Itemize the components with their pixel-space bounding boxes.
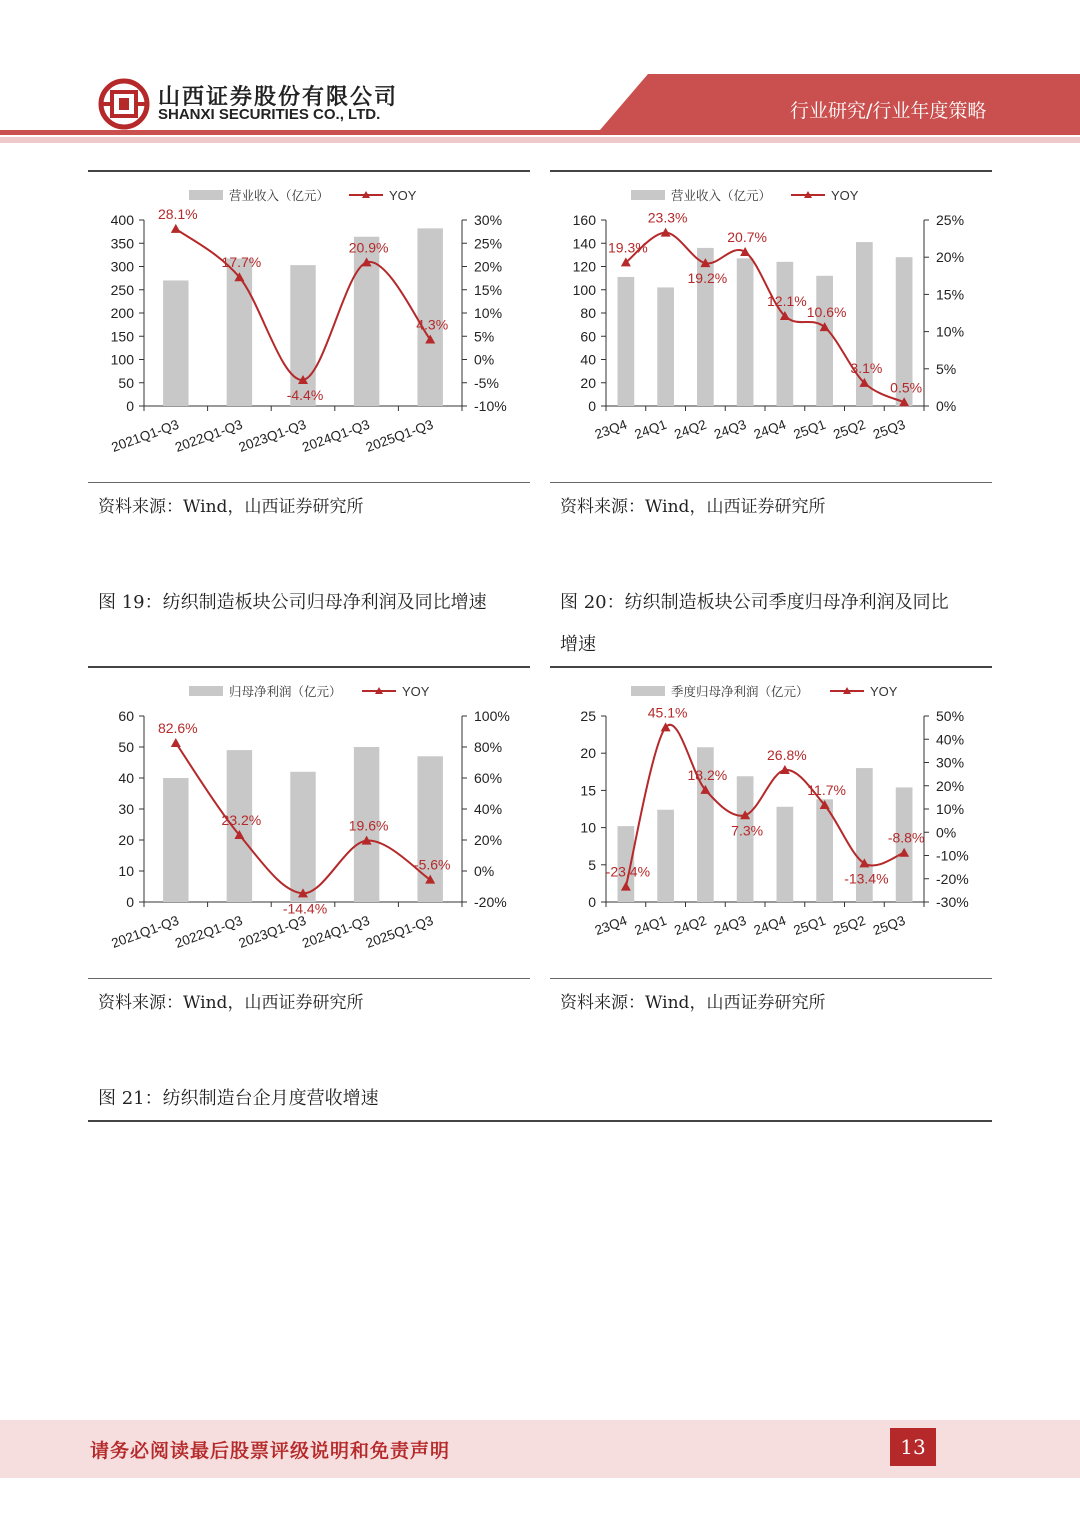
yoy-data-label: 19.6% <box>348 817 389 834</box>
y-tick-label-right: 0% <box>936 398 957 414</box>
bar <box>816 276 833 406</box>
y-tick-label-right: 5% <box>936 360 957 377</box>
y-tick-label-left: 60 <box>118 708 134 724</box>
legend-line-label: YOY <box>870 684 898 699</box>
yoy-data-label: 82.6% <box>157 719 198 736</box>
y-tick-label-left: 0 <box>588 894 596 910</box>
legend-line-label: YOY <box>389 188 417 203</box>
figure-19-title: 图 19：纺织制造板块公司归母净利润及同比增速 <box>98 592 487 613</box>
y-tick-label-left: 350 <box>110 235 134 252</box>
y-tick-label-right: 10% <box>936 801 965 817</box>
yoy-data-label: 18.2% <box>687 766 728 783</box>
x-tick-label: 2021Q1-Q3 <box>109 416 181 455</box>
y-tick-label-right: 20% <box>936 777 965 794</box>
y-tick-label-left: 200 <box>110 305 134 321</box>
revenue-annual-chart <box>88 178 530 468</box>
header-band <box>0 0 1080 150</box>
y-tick-label-left: 100 <box>572 281 596 298</box>
yoy-marker <box>171 738 181 747</box>
source-note: 资料来源：Wind，山西证券研究所 <box>98 497 364 517</box>
legend-bar-swatch <box>189 190 223 200</box>
y-tick-label-right: -5% <box>474 374 499 391</box>
legend-bar-label: 营业收入（亿元） <box>229 189 330 203</box>
y-tick-label-left: 60 <box>580 328 596 345</box>
x-tick-label: 2024Q1-Q3 <box>300 416 372 455</box>
page-number: 13 <box>890 1428 936 1466</box>
source-note: 资料来源：Wind，山西证券研究所 <box>560 993 826 1013</box>
y-tick-label-left: 0 <box>126 894 134 910</box>
company-logo-icon <box>98 78 150 130</box>
company-name-en: SHANXI SECURITIES CO., LTD. <box>158 106 381 123</box>
figure-21-title: 图 21：纺织制造台企月度营收增速 <box>98 1088 379 1109</box>
bar <box>657 287 674 406</box>
legend-line-label: YOY <box>402 684 430 699</box>
y-tick-label-right: 80% <box>474 739 503 755</box>
rule <box>550 978 992 979</box>
bar <box>290 265 315 406</box>
y-tick-label-left: 140 <box>572 235 596 252</box>
yoy-data-label: 11.7% <box>807 782 846 799</box>
y-tick-label-right: 10% <box>936 323 965 340</box>
x-tick-label: 24Q1 <box>632 416 669 443</box>
y-tick-label-left: 30 <box>118 801 134 817</box>
legend-bar-label: 归母净利润（亿元） <box>229 685 342 699</box>
yoy-marker <box>661 722 671 731</box>
y-tick-label-right: 10% <box>474 305 503 321</box>
x-tick-label: 2024Q1-Q3 <box>300 912 372 951</box>
y-tick-label-left: 250 <box>110 281 134 298</box>
x-tick-label: 24Q1 <box>632 912 669 939</box>
x-tick-label: 25Q1 <box>791 416 828 443</box>
bar <box>777 807 794 902</box>
x-tick-label: 2023Q1-Q3 <box>236 416 309 455</box>
yoy-data-label: 20.9% <box>348 239 389 256</box>
y-tick-label-left: 400 <box>110 212 134 228</box>
y-tick-label-right: 30% <box>936 754 965 771</box>
yoy-data-label: 4.3% <box>416 316 449 333</box>
y-tick-label-right: 20% <box>474 258 503 275</box>
x-tick-label: 23Q4 <box>592 416 629 443</box>
rule <box>550 170 992 172</box>
y-tick-label-left: 20 <box>580 745 596 762</box>
yoy-data-label: 19.3% <box>608 239 648 256</box>
yoy-data-label: 23.2% <box>221 812 262 829</box>
y-tick-label-right: -10% <box>936 847 969 864</box>
y-tick-label-right: -30% <box>936 894 969 910</box>
figure-20-title-line1: 图 20：纺织制造板块公司季度归母净利润及同比 <box>560 592 949 613</box>
disclaimer-text: 请务必阅读最后股票评级说明和免责声明 <box>90 1440 451 1462</box>
rule <box>88 1120 992 1122</box>
rule <box>88 482 530 483</box>
x-tick-label: 25Q3 <box>870 416 908 443</box>
page-header <box>0 0 1080 150</box>
y-tick-label-right: 15% <box>474 281 503 298</box>
rule <box>88 978 530 979</box>
x-tick-label: 25Q3 <box>870 912 908 939</box>
x-tick-label: 24Q2 <box>672 912 709 939</box>
company-name-cn: 山西证券股份有限公司 <box>158 85 399 110</box>
profit-quarterly-chart <box>550 674 992 964</box>
legend-bar-label: 营业收入（亿元） <box>671 189 772 203</box>
source-note: 资料来源：Wind，山西证券研究所 <box>98 993 364 1013</box>
y-tick-label-right: 50% <box>936 708 965 724</box>
yoy-marker <box>740 247 750 256</box>
rule <box>550 482 992 483</box>
rule <box>550 666 992 668</box>
y-tick-label-left: 80 <box>580 305 596 321</box>
y-tick-label-left: 50 <box>118 374 134 391</box>
yoy-marker <box>171 224 181 233</box>
yoy-data-label: 20.7% <box>727 228 767 245</box>
x-tick-label: 2021Q1-Q3 <box>109 912 181 951</box>
bar <box>290 772 315 902</box>
y-tick-label-right: 25% <box>936 212 965 228</box>
x-tick-label: 24Q3 <box>711 912 749 939</box>
yoy-data-label: -14.4% <box>282 900 328 917</box>
bar <box>737 258 754 406</box>
y-tick-label-left: 0 <box>126 398 134 414</box>
y-tick-label-right: 20% <box>474 832 503 848</box>
bar <box>163 280 188 406</box>
yoy-data-label: 3.1% <box>850 359 883 376</box>
x-tick-label: 24Q3 <box>711 416 749 443</box>
y-tick-label-left: 10 <box>580 819 596 836</box>
y-tick-label-right: 100% <box>474 708 510 724</box>
legend-bar-swatch <box>631 686 665 696</box>
y-tick-label-left: 40 <box>580 351 596 368</box>
bar <box>163 778 188 902</box>
y-tick-label-right: 25% <box>474 235 503 252</box>
y-tick-label-right: 0% <box>474 351 495 368</box>
x-tick-label: 2023Q1-Q3 <box>236 912 309 951</box>
rule <box>88 170 530 172</box>
y-tick-label-right: -10% <box>474 398 507 414</box>
x-tick-label: 2022Q1-Q3 <box>173 912 245 951</box>
y-tick-label-left: 120 <box>572 258 596 275</box>
y-tick-label-right: 0% <box>474 863 495 879</box>
yoy-data-label: 28.1% <box>157 205 198 222</box>
x-tick-label: 24Q4 <box>751 912 788 939</box>
y-tick-label-left: 20 <box>118 832 134 848</box>
y-tick-label-left: 0 <box>588 398 596 414</box>
yoy-data-label: -4.4% <box>286 386 324 403</box>
legend-bar-label: 季度归母净利润（亿元） <box>671 685 809 699</box>
section-tag: 行业研究/行业年度策略 <box>790 100 987 122</box>
x-tick-label: 25Q2 <box>831 416 868 443</box>
yoy-data-label: 17.7% <box>221 254 262 271</box>
y-tick-label-right: 60% <box>474 770 503 786</box>
y-tick-label-left: 10 <box>118 863 134 879</box>
y-tick-label-right: -20% <box>474 894 507 910</box>
yoy-data-label: 23.3% <box>647 209 688 226</box>
yoy-data-label: 19.2% <box>687 270 728 287</box>
y-tick-label-right: 5% <box>474 328 495 345</box>
y-tick-label-right: 15% <box>936 286 965 303</box>
legend-line-label: YOY <box>831 188 859 203</box>
y-tick-label-right: 20% <box>936 249 965 266</box>
y-tick-label-left: 25 <box>580 708 596 724</box>
yoy-data-label: -8.8% <box>887 829 925 846</box>
bar <box>657 810 674 902</box>
source-note: 资料来源：Wind，山西证券研究所 <box>560 497 826 517</box>
y-tick-label-left: 50 <box>118 739 134 755</box>
bar <box>618 277 635 406</box>
yoy-data-label: 45.1% <box>647 704 688 721</box>
revenue-quarterly-chart <box>550 178 992 468</box>
yoy-data-label: 7.3% <box>731 822 764 839</box>
yoy-data-label: -23.4% <box>605 863 651 880</box>
x-tick-label: 25Q1 <box>791 912 828 939</box>
legend-bar-swatch <box>189 686 223 696</box>
y-tick-label-left: 100 <box>110 351 134 368</box>
yoy-data-label: 26.8% <box>767 746 807 763</box>
y-tick-label-left: 5 <box>588 856 596 873</box>
y-tick-label-right: 40% <box>936 731 965 748</box>
x-tick-label: 2025Q1-Q3 <box>363 416 436 455</box>
x-tick-label: 24Q4 <box>751 416 788 443</box>
figure-20-title-line2: 增速 <box>560 634 596 655</box>
y-tick-label-right: 40% <box>474 801 503 817</box>
yoy-data-label: 10.6% <box>806 304 847 321</box>
y-tick-label-left: 160 <box>572 212 596 228</box>
x-tick-label: 25Q2 <box>831 912 868 939</box>
yoy-data-label: -5.6% <box>413 856 451 873</box>
y-tick-label-right: 0% <box>936 824 957 841</box>
y-tick-label-right: -20% <box>936 870 969 887</box>
yoy-data-label: -13.4% <box>844 870 889 887</box>
y-tick-label-right: 30% <box>474 212 503 228</box>
x-tick-label: 23Q4 <box>592 912 629 939</box>
x-tick-label: 24Q2 <box>672 416 709 443</box>
y-tick-label-left: 20 <box>580 374 596 391</box>
y-tick-label-left: 150 <box>110 328 134 345</box>
rule <box>88 666 530 668</box>
yoy-data-label: 12.1% <box>767 292 807 309</box>
y-tick-label-left: 300 <box>110 258 134 275</box>
legend-bar-swatch <box>631 190 665 200</box>
x-tick-label: 2022Q1-Q3 <box>173 416 245 455</box>
profit-annual-chart <box>88 674 530 964</box>
y-tick-label-left: 40 <box>118 770 134 786</box>
yoy-data-label: 0.5% <box>890 379 923 396</box>
x-tick-label: 2025Q1-Q3 <box>363 912 436 951</box>
bar <box>777 262 794 406</box>
y-tick-label-left: 15 <box>580 782 596 799</box>
bar <box>737 776 754 902</box>
